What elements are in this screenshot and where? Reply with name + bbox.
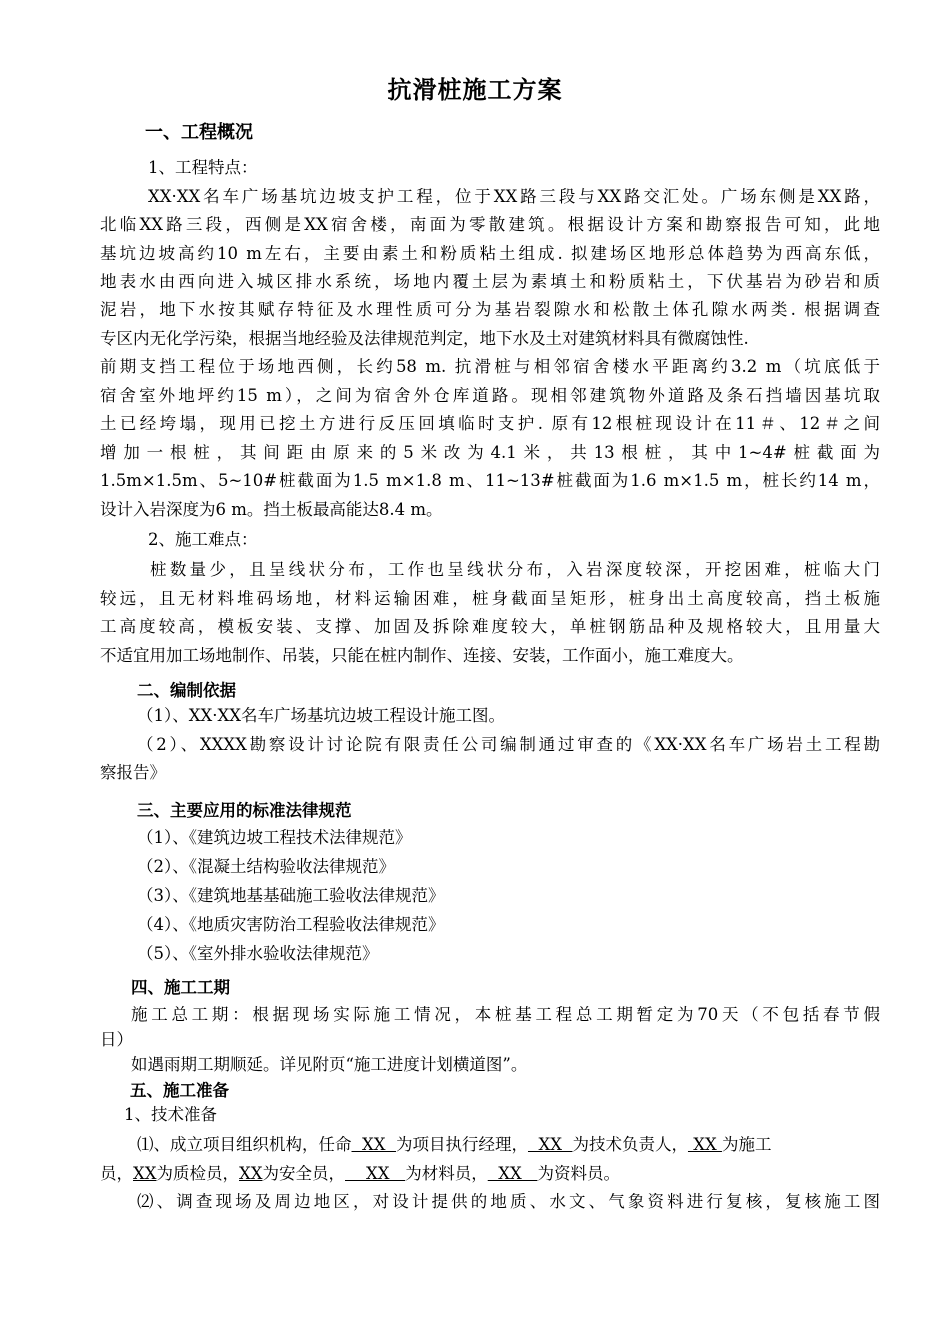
paragraph-line: 泥岩，地下水按其赋存特征及水理性质可分为基岩裂隙水和松散土体孔隙水两类. 根据调查 bbox=[100, 300, 880, 319]
paragraph-line: 专区内无化学污染，根据当地经验及法律规范判定，地下水及土对建筑材料具有微腐蚀性. bbox=[100, 329, 749, 348]
paragraph-line: 基坑边坡高约10 m左右，主要由素土和粉质粘土组成. 拟建场区地形总体趋势为西高东低， bbox=[100, 244, 880, 263]
blank-safety-officer: XX bbox=[239, 1164, 263, 1183]
paragraph-line: 施工总工期：根据现场实际施工情况，本桩基工程总工期暂定为70天（不包括春节假 bbox=[131, 1005, 880, 1024]
paragraph-line: XX·XX名车广场基坑边坡支护工程，位于XX路三段与XX路交汇处。广场东侧是XX路， bbox=[148, 187, 880, 206]
section-heading-preparation: 五、施工准备 bbox=[130, 1081, 229, 1100]
list-item: （2）、《混凝土结构验收法律规范》 bbox=[137, 857, 395, 876]
blank-records-officer: XX bbox=[487, 1164, 538, 1183]
section-heading-basis: 二、编制依据 bbox=[137, 681, 236, 700]
list-item: （1）、《建筑边坡工程技术法律规范》 bbox=[137, 828, 412, 847]
subheading-difficulties: 2、施工难点： bbox=[148, 530, 258, 549]
section-heading-standards: 三、主要应用的标准法律规范 bbox=[137, 801, 352, 820]
section-heading-schedule: 四、施工工期 bbox=[131, 978, 230, 997]
paragraph-line: 地表水由西向进入城区排水系统，场地内覆土层为素填土和粉质粘土，下伏基岩为砂岩和质 bbox=[100, 272, 880, 291]
subheading-technical-prep: 1、技术准备 bbox=[124, 1105, 217, 1124]
paragraph-line: 增加一根桩，其间距由原来的5米改为4.1米，共13根桩，其中1~4#桩截面为 bbox=[100, 443, 880, 462]
blank-technical-lead: XX bbox=[527, 1135, 573, 1154]
paragraph-line: 不适宜用加工场地制作、吊装，只能在桩内制作、连接、安装，工作面小，施工难度大。 bbox=[100, 646, 744, 665]
paragraph-line: ⑵、调查现场及周边地区，对设计提供的地质、水文、气象资料进行复核，复核施工图 bbox=[137, 1192, 880, 1211]
paragraph-line: 前期支挡工程位于场地西侧，长约58 m. 抗滑桩与相邻宿舍楼水平距离约3.2 m（坑底低于 bbox=[100, 357, 880, 376]
paragraph-line: 较远，且无材料堆码场地，材料运输困难，桩身截面呈矩形，桩身出土高度较高，挡土板施 bbox=[100, 589, 880, 608]
paragraph-line: 桩数量少，且呈线状分布，工作也呈线状分布，入岩深度较深，开挖困难，桩临大门 bbox=[150, 560, 880, 579]
blank-quality-inspector: XX bbox=[133, 1164, 157, 1183]
list-item: （5）、《室外排水验收法律规范》 bbox=[137, 944, 379, 963]
blank-materials-officer: XX bbox=[345, 1164, 406, 1183]
paragraph-line: 设计入岩深度为6 m。挡土板最高能达8.4 m。 bbox=[100, 500, 443, 519]
paragraph-line: 如遇雨期工期顺延。详见附页“施工进度计划横道图”。 bbox=[131, 1055, 528, 1074]
paragraph-line: 日） bbox=[100, 1030, 133, 1049]
blank-construction-staff: XX bbox=[687, 1135, 722, 1154]
document-title: 抗滑桩施工方案 bbox=[387, 76, 563, 104]
list-item: 察报告》 bbox=[100, 763, 166, 782]
list-item: （2）、XXXX勘察设计讨论院有限责任公司编制通过审查的《XX·XX名车广场岩土工程勘 bbox=[137, 735, 880, 754]
subheading-features: 1、工程特点： bbox=[148, 158, 258, 177]
paragraph-line: 北临XX路三段，西侧是XX宿舍楼，南面为零散建筑。根据设计方案和勘察报告可知，此地 bbox=[100, 215, 880, 234]
list-item: （4）、《地质灾害防治工程验收法律规范》 bbox=[137, 915, 445, 934]
paragraph-line-staffing: ⑴、成立项目组织机构，任命 XX 为项目执行经理， XX 为技术负责人， XX 为施工 bbox=[137, 1135, 772, 1154]
blank-executive-manager: XX bbox=[351, 1135, 396, 1154]
paragraph-line: 1.5m×1.5m、5~10#桩截面为1.5 m×1.8 m、11~13#桩截面为1.6 m×1.5 m，桩长约14 m， bbox=[100, 471, 880, 490]
list-item: （3）、《建筑地基基础施工验收法律规范》 bbox=[137, 886, 445, 905]
paragraph-line: 宿舍室外地坪约15 m），之间为宿舍外仓库道路。现相邻建筑物外道路及条石挡墙因基坑取 bbox=[100, 386, 880, 405]
list-item: （1）、XX·XX名车广场基坑边坡工程设计施工图。 bbox=[137, 706, 505, 725]
section-heading-overview: 一、工程概况 bbox=[145, 122, 253, 143]
paragraph-line: 土已经垮塌，现用已挖土方进行反压回填临时支护. 原有12根桩现设计在11＃、12＃之间 bbox=[100, 414, 880, 433]
paragraph-line: 工高度较高，模板安装、支撑、加固及拆除难度较大，单桩钢筋品种及规格较大，且用量大 bbox=[100, 617, 880, 636]
paragraph-line-staffing: 员，XX为质检员，XX为安全员， XX 为材料员， XX 为资料员。 bbox=[100, 1164, 620, 1183]
